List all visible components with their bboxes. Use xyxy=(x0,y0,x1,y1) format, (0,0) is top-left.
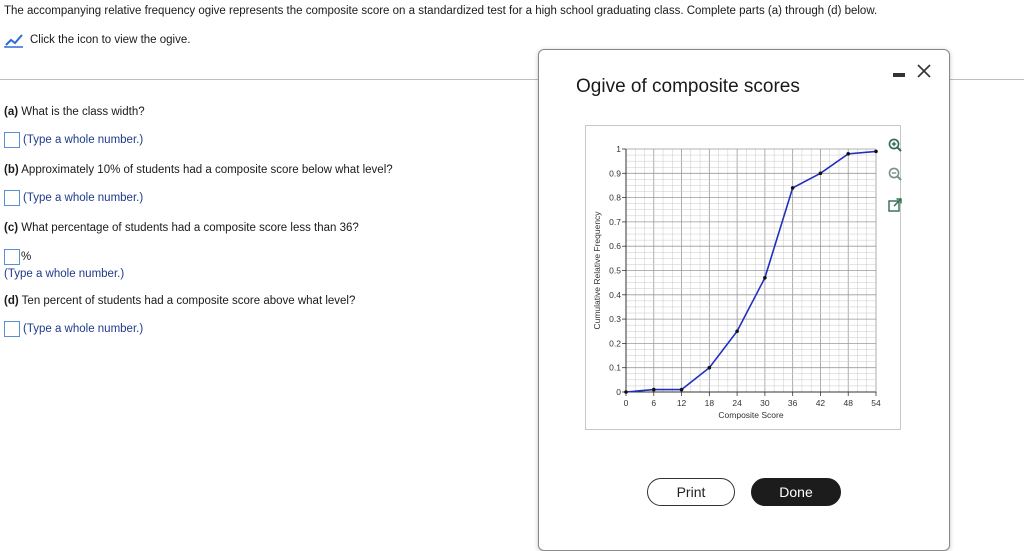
x-tick-label: 30 xyxy=(760,398,770,408)
answer-d-hint: (Type a whole number.) xyxy=(23,323,144,335)
y-tick-label: 0.9 xyxy=(609,168,621,179)
y-tick-label: 0.5 xyxy=(609,265,621,276)
ogive-point xyxy=(763,276,767,280)
answer-b-row xyxy=(4,190,143,206)
y-tick-label: 0 xyxy=(616,387,621,397)
ogive-point xyxy=(791,186,795,190)
ogive-chart xyxy=(586,126,900,429)
answer-c-input[interactable] xyxy=(4,249,20,265)
zoom-out-icon[interactable] xyxy=(887,166,903,182)
question-b xyxy=(4,164,393,176)
ogive-line xyxy=(626,151,876,392)
answer-a-input[interactable] xyxy=(4,132,20,148)
answer-d-input[interactable] xyxy=(4,321,20,337)
answer-c-unit: % xyxy=(21,251,32,263)
answer-b-input[interactable] xyxy=(4,190,20,206)
x-tick-label: 0 xyxy=(623,398,629,408)
y-tick-label: 1 xyxy=(616,144,621,154)
chart-frame xyxy=(585,125,901,430)
zoom-in-icon[interactable] xyxy=(887,137,903,153)
question-c-text: What percentage of students had a composite score less than 36? xyxy=(18,222,359,234)
dialog-title: Ogive of composite scores xyxy=(576,76,800,97)
ogive-point xyxy=(624,390,628,394)
y-tick-label: 0.7 xyxy=(609,216,621,227)
y-tick-label: 0.1 xyxy=(609,362,621,373)
answer-d-row xyxy=(4,321,143,337)
view-ogive-link[interactable] xyxy=(4,32,190,48)
done-button[interactable]: Done xyxy=(751,478,841,506)
question-d xyxy=(4,295,355,307)
y-tick-label: 0.3 xyxy=(609,314,621,325)
close-button[interactable] xyxy=(917,64,931,80)
y-axis-label: Cumulative Relative Frequency xyxy=(592,211,602,330)
y-tick-label: 0.2 xyxy=(609,338,621,349)
answer-b-hint: (Type a whole number.) xyxy=(23,192,144,204)
question-b-prefix: (b) xyxy=(4,164,19,176)
ogive-point xyxy=(819,172,823,176)
x-axis-label: Composite Score xyxy=(718,410,784,420)
problem-statement: The accompanying relative frequency ogive represents the composite score on a standardized test for a high school graduating class. Complete parts (a) through (d) below. xyxy=(4,5,878,17)
print-button[interactable]: Print xyxy=(647,478,735,506)
answer-a-hint: (Type a whole number.) xyxy=(23,134,144,146)
question-b-text: Approximately 10% of students had a composite score below what level? xyxy=(18,164,393,176)
ogive-point xyxy=(708,366,712,370)
x-tick-labels xyxy=(624,392,881,408)
question-d-text: Ten percent of students had a composite score above what level? xyxy=(18,295,356,307)
x-tick-label: 36 xyxy=(787,398,798,408)
ogive-dialog xyxy=(538,49,950,551)
question-a xyxy=(4,106,145,118)
ogive-point xyxy=(846,152,850,156)
x-tick-label: 24 xyxy=(732,398,742,408)
x-tick-label: 12 xyxy=(676,398,687,408)
ogive-point xyxy=(874,150,878,154)
ogive-series xyxy=(624,150,878,394)
view-ogive-label[interactable]: Click the icon to view the ogive. xyxy=(30,34,191,46)
x-tick-label: 18 xyxy=(704,398,715,408)
answer-c-row xyxy=(4,249,31,265)
chart-line-icon[interactable] xyxy=(4,32,24,48)
question-c xyxy=(4,222,359,234)
answer-a-row xyxy=(4,132,143,148)
question-a-text: What is the class width? xyxy=(18,106,145,118)
x-tick-label: 42 xyxy=(815,398,826,408)
question-c-prefix: (c) xyxy=(4,222,19,234)
ogive-point xyxy=(652,388,656,392)
x-tick-label: 54 xyxy=(871,398,881,408)
answer-c-hint: (Type a whole number.) xyxy=(4,268,125,280)
pop-out-icon[interactable] xyxy=(887,197,903,213)
chart-grid xyxy=(626,149,876,392)
y-tick-label: 0.4 xyxy=(609,289,621,300)
ogive-point xyxy=(680,388,684,392)
y-tick-label: 0.6 xyxy=(609,241,621,252)
y-tick-label: 0.8 xyxy=(609,192,621,203)
ogive-point xyxy=(735,329,739,333)
close-icon[interactable] xyxy=(917,64,931,78)
y-tick-labels xyxy=(609,144,626,397)
question-d-prefix: (d) xyxy=(4,295,19,307)
minimize-button[interactable] xyxy=(893,73,905,77)
x-tick-label: 6 xyxy=(651,398,657,408)
question-a-prefix: (a) xyxy=(4,106,19,118)
x-tick-label: 48 xyxy=(843,398,853,408)
